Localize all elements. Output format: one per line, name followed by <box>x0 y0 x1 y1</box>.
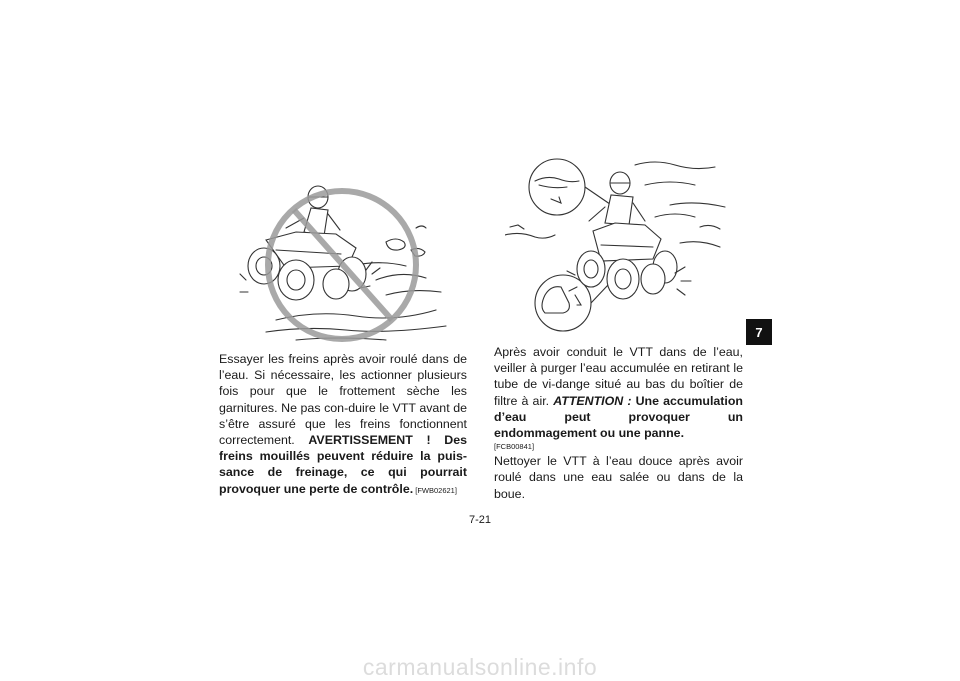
right-body-text-2: Nettoyer le VTT à l’eau douce après avoir roulé dans une eau salée ou dans de la boue. <box>494 454 743 501</box>
warning-code: [FWB02621] <box>413 485 457 495</box>
illustration-atv-brake-check <box>505 155 745 345</box>
right-body-text: Après avoir conduit le VTT dans de l’eau, veiller à purger l’eau accumulée en retirant le tube de vi-dange situé au bas du boîtier de filtre à air. <box>494 345 743 408</box>
page-number: 7-21 <box>468 514 492 526</box>
illustration-atv-water-prohibited <box>236 170 458 348</box>
chapter-tab: 7 <box>746 319 772 345</box>
right-column-text <box>494 344 743 502</box>
attention-code: [FCB00841] <box>494 442 535 452</box>
left-column-text <box>219 351 467 499</box>
attention-label: ATTENTION : <box>553 393 636 408</box>
warning-text: AVERTISSEMENT ! Des freins mouillés peuvent réduire la puis-sance de freinage, ce qui pourrait provoquer une perte de contrôle. <box>219 433 467 496</box>
attention-text: Une accumulation d’eau peut provoquer un endommagement ou une panne. <box>494 393 743 441</box>
left-body-text: Essayer les freins après avoir roulé dans de l’eau. Si nécessaire, les actionner plusieurs fois pour que le frottement sèche les garnitures. Ne pas con-duire le VTT avant de s’être assuré que les freins fonctionnent correctement. <box>219 352 467 448</box>
watermark: carmanualsonline.info <box>362 654 598 680</box>
